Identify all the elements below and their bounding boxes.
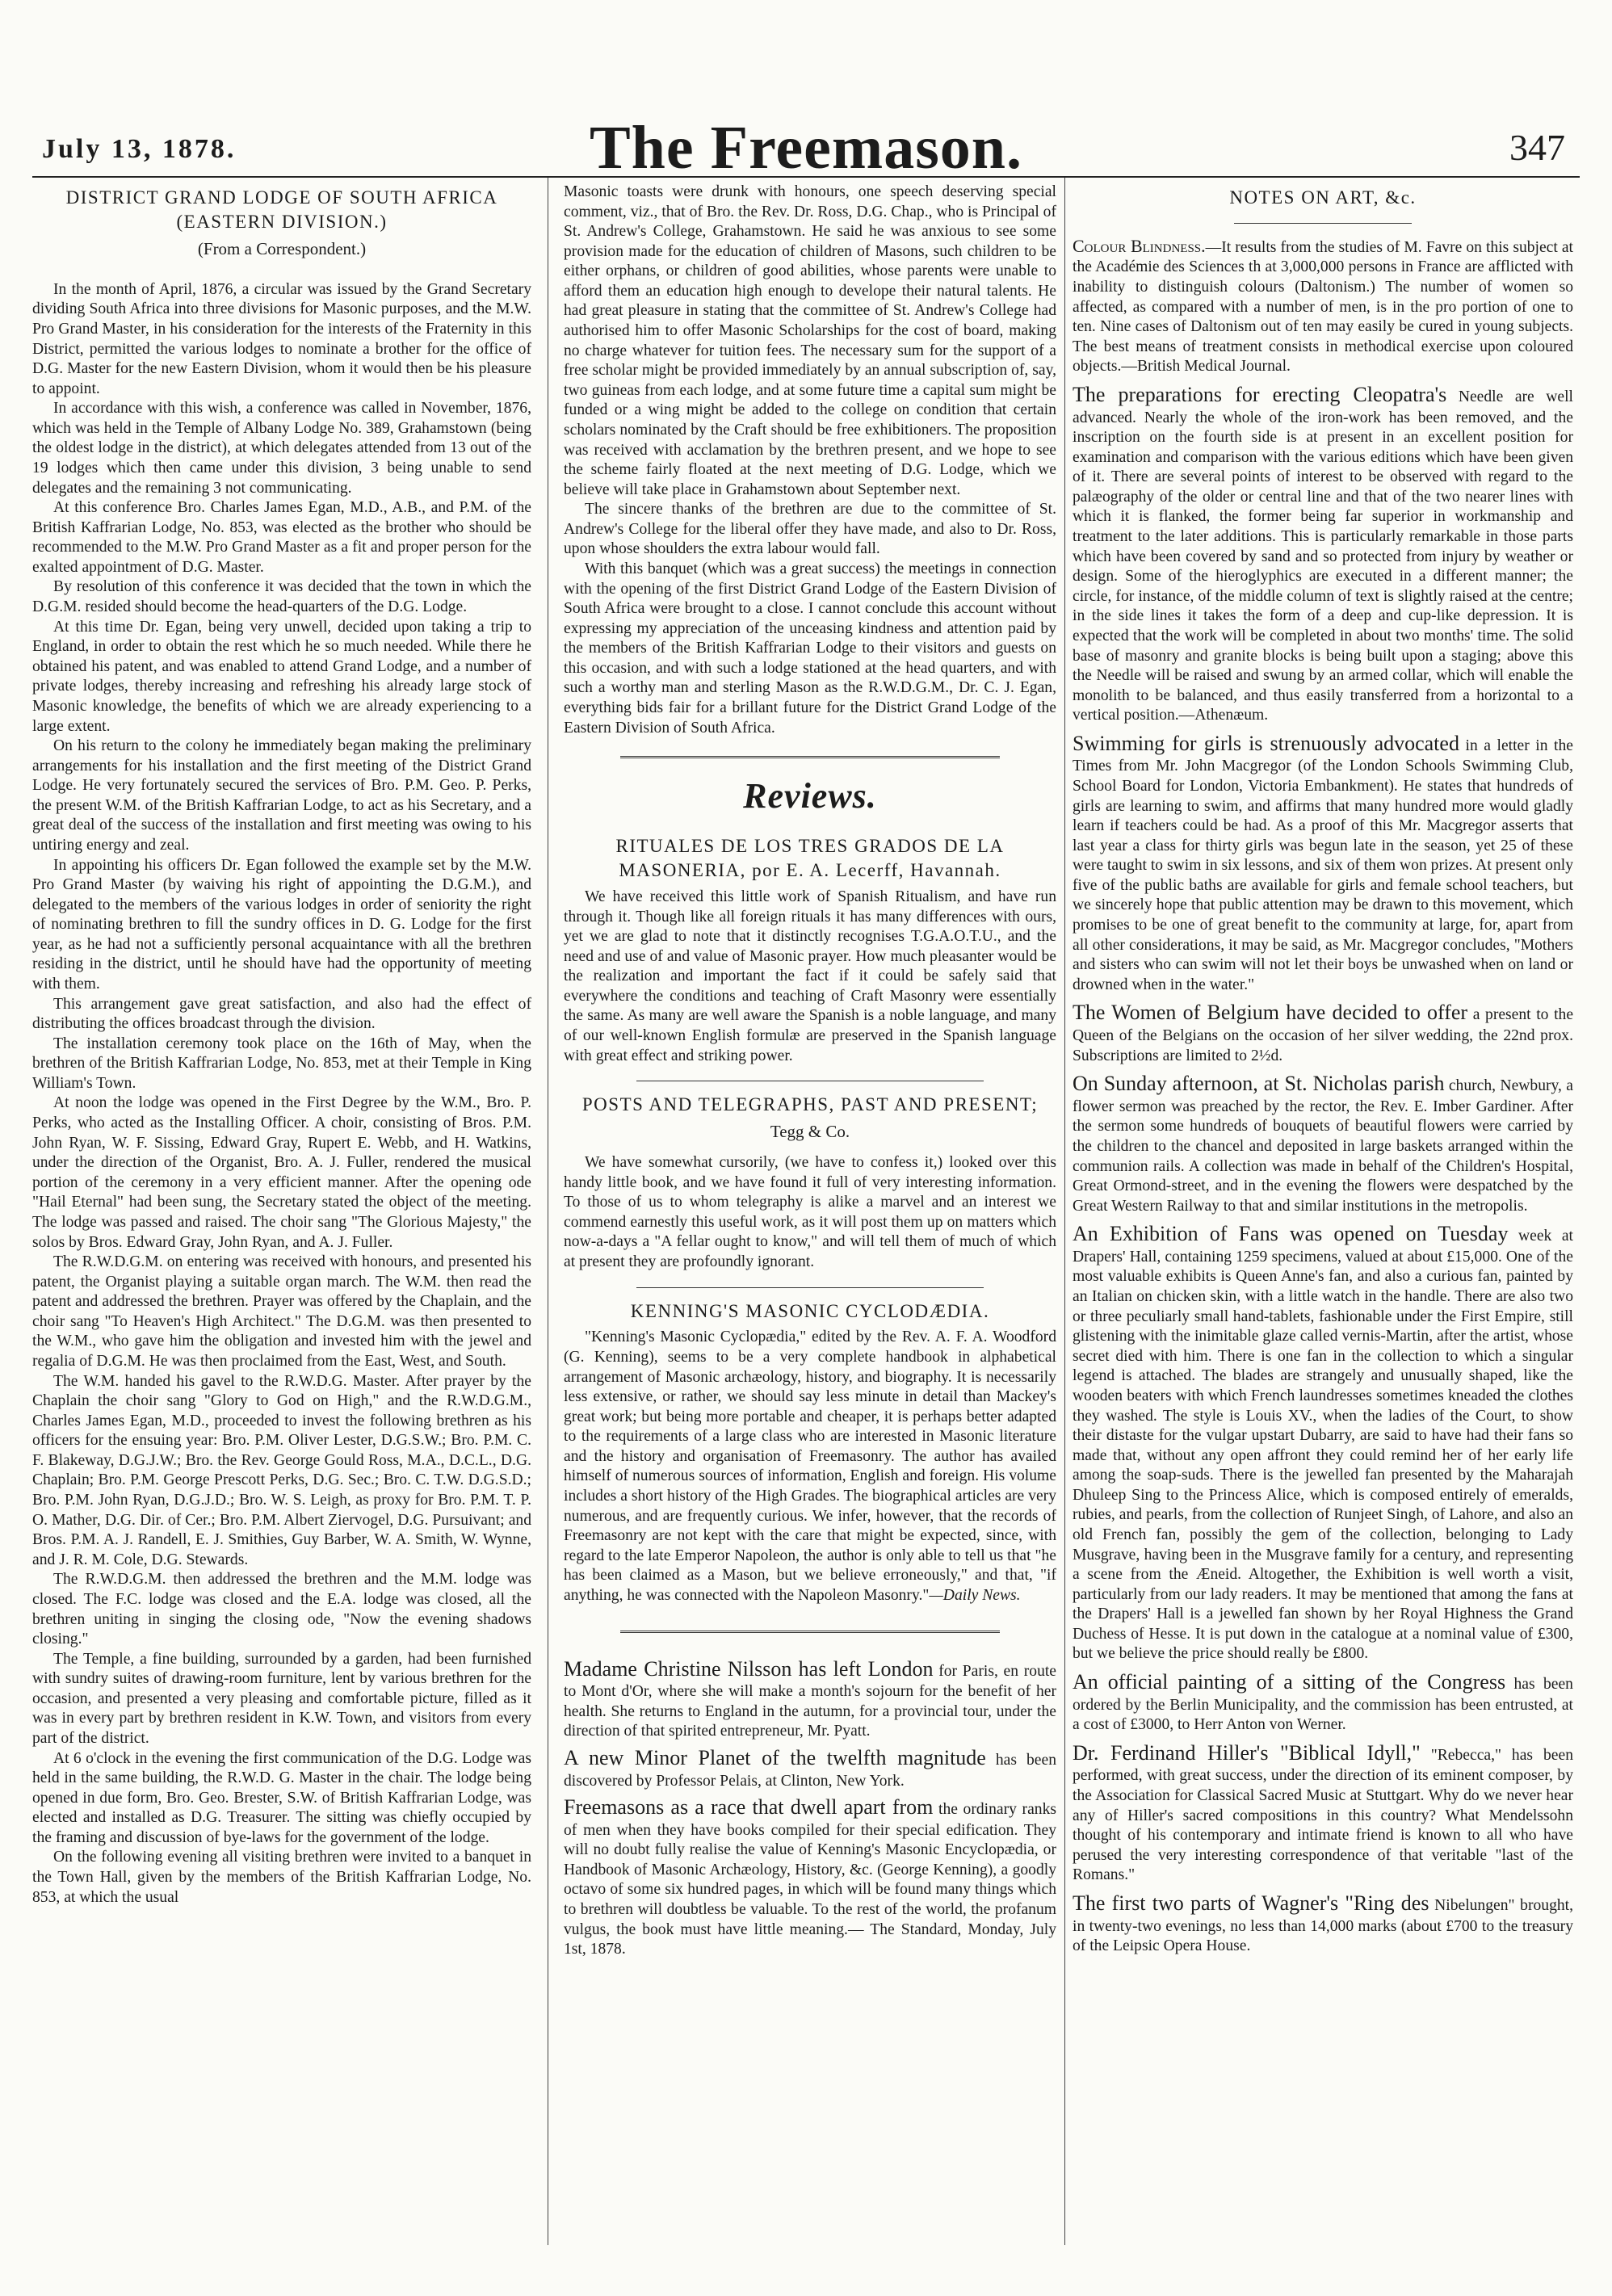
note-text: week at Drapers' Hall, containing 1259 specimens, valued at about £15,000. One of the most valuable exhibits is Queen Anne's fan, and also a curious fan, painted by an Italian on chicken skin, with a little watch in the handle. There are also two or three peculiarly small hand-tablets, fashionable under the First Empire, still glistening with the inimitable glaze called vernis-Martin, after the artist, whose secret died with him. There is one fan in the collection to which a singular legend is attached. The blades are strangely and unusually shaped, like the wooden beaters with which French laundresses sometimes kneaded the clothes they washed. The style is Louis XV., when the ladies of the Court, to show their distaste for the vulgar upstart Dubarry, are said to have had their fans so made that, without any open affront they could remind her of her early life among the soap-suds. There is the jewelled fan presented by the Maharajah Dhuleep Sing to the Princess Alice, which is composed entirely of emeralds, rubies, and pearls, from the collection of Runjeet Singh, of Lahore, and also an old French fan, possibly the gem of the collection, belonging to Lady Musgrave, having been in the Musgrave family for a century, and representing a scene from the Æneid. Altogether, the Exhibition is well worth a visit, particularly from our lady readers. It may be mentioned that among the fans at the Drapers' Hall is a jewelled fan shown by her Royal Highness the Grand Duchess of Hesse. It is put down in the catalogue at a nominal value of £300, but we believe the price should really be £800. [1073, 1228, 1573, 1663]
column-1 [32, 183, 531, 2234]
paragraph: The Temple, a fine building, surrounded by a garden, had been furnished with sundry suites of drawing-room furniture, lent by various brethren for the occasion, and presented a very pleasing and comfortable picture, filled as it was in every part by brethren resident in K.W. Town, and visitors from every part of the district. [32, 1650, 531, 1747]
review-text [564, 1328, 1056, 1606]
note-text: has been ordered by the Berlin Municipality, and the commission has been entrusted, at a cost of £3000, to Herr Anton von Werner. [1073, 1676, 1573, 1734]
note-paragraph [1073, 731, 1573, 996]
column-2 [564, 183, 1056, 2234]
note-lead: An official painting of a sitting of the Congress [1073, 1670, 1506, 1694]
paragraph: At this time Dr. Egan, being very unwell, decided upon taking a trip to England, in order to obtain the rest which he so much needed. While there he obtained his patent, and was enabled to attend Grand Lodge, and a number of private lodges, thereby increasing and refreshing his already large stock of Masonic knowledge, the benefits of which we are already experiencing to a large extent. [32, 618, 531, 735]
note-text: has been discovered by Professor Pelais, at Clinton, New York. [564, 1751, 1056, 1790]
note-lead: A new Minor Planet of the twelfth magnitude [564, 1745, 986, 1769]
paragraph: By resolution of this conference it was decided that the town in which the D.G.M. resided should become the head-quarters of the D.G. Lodge. [32, 578, 531, 616]
note-text: Nibelungen" brought, in twenty-two evenings, no less than 14,000 marks (about £700 to the treasury of the Leipsic Opera House. [1073, 1896, 1573, 1955]
note-paragraph [1073, 1891, 1573, 1957]
note-paragraph [564, 1745, 1056, 1791]
paragraph: On his return to the colony he immediately began making the preliminary arrangements for his installation and the first meeting of the District Grand Lodge. He very fortunately secured the services of Bro. P.M. Geo. P. Perks, the present W.M. of the British Kaffrarian Lodge, to act as his Secretary, and a great deal of the success of the installation and first meeting was owing to his untiring energy and zeal. [32, 737, 531, 854]
paragraph: Masonic toasts were drunk with honours, one speech deserving special comment, viz., that of Bro. the Rev. Dr. Ross, D.G. Chap., who is Principal of St. Andrew's College, Grahamstown. He said he was anxious to see some provision made for the education of children of Masons, such children to be either orphans, or children of good abilities, whose parents were unable to afford them an education high enough to develope their natural talents. He had great pleasure in stating that the committee of St. Andrew's College had authorised him to offer Masonic Scholarships for the cost of board, making no charge whatever for tuition fees. The necessary sum for the support of a free scholar might be provided immediately by an annual subscription of, say, two guineas from each lodge, and at some future time a capital sum might be funded or a wing might be added to the college on condition that certain scholars nominated by the Craft should be free exhibitioners. The proposition was received with acclamation by the brethren present, and we hope to see the scheme fairly floated at the next meeting of D.G. Lodge, which we believe will take place in Grahamstown about September next. [564, 183, 1056, 498]
separator [1234, 223, 1412, 224]
review-heading: POSTS AND TELEGRAPHS, PAST AND PRESENT; [581, 1094, 1039, 1115]
paragraph: The W.M. handed his gavel to the R.W.D.G. Master. After prayer by the Chaplain the choir sang "Glory to God on High," and the R.W.D.G.M., Charles James Egan, M.D., proceeded to invest the following brethren as his officers for the ensuing year: Bro. P.M. Oliver Lester, D.G.S.W.; Bro. P.M. C. F. Blakeway, D.G.J.W.; Bro. the Rev. George Gould Ross, M.A., D.C.L., D.G. Chaplain; Bro. P.M. George Prescott Perks, D.G. Sec.; Bro. C. T.W. D.G.S.D.; Bro. P.M. John Ryan, D.G.J.D.; Bro. W. S. Leigh, as proxy for Bro. P.M. T. P. O. Mather, D.G. Dir. of Cer.; Bro. P.M. Albert Ziervogel, D.G. Pursuivant; and Bros. P.M. A. J. Randell, E. J. Smithies, Guy Barber, W. A. Smith, W. Wynne, and J. R. M. Cole, D.G. Stewards. [32, 1372, 531, 1568]
note-lead: An Exhibition of Fans was opened on Tuesday [1073, 1222, 1509, 1246]
issue-date: July 13, 1878. [42, 134, 237, 164]
note-paragraph [564, 1656, 1056, 1742]
note-text: —It results from the studies of M. Favre on this subject at the Académie des Sciences th at 3,000,000 persons in France are afflicted with inability to distinguish colours (Daltonism.) The number of women so affected, as compared with a number of men, is in the pro portion of one to ten. Nine cases of Daltonism out of ten may easily be cured in young subjects. The best means of treatment consists in methodical exercise upon coloured objects.—British Medical Journal. [1073, 238, 1573, 376]
paragraph: At noon the lodge was opened in the First Degree by the W.M., Bro. P. Perks, who acted as the Installing Officer. A choir, consisting of Bros. P.M. John Ryan, W. F. Sissing, Edward Gray, Rupert E. Webb, and H. Watkins, under the direction of the Organist, Bro. A. J. Fuller, rendered the musical portion of the ceremony in a very efficient manner. After the opening ode "Hail Eternal" had been sung, the Secretary stated the object of the meeting. The lodge was passed and raised. The choir sang "The Glorious Majesty," the solos by Bros. Edward Gray, John Ryan, and A. J. Fuller. [32, 1094, 531, 1251]
note-lead: The Women of Belgium have decided to offer [1073, 1001, 1468, 1025]
separator [636, 1287, 984, 1288]
review-text: We have received this little work of Spanish Ritualism, and have run through it. Though like all foreign rituals it has many differences with ours, yet we are glad to note that it distinctly recognises T.G.A.O.T.U., and the need and use of and value of Masonic prayer. How much pleasanter would be the realization and important the fact if it could be safely said that everywhere the conditions and teaching of Craft Masonry were essentially the same. As many are well aware the Spanish is a noble language, and many of our well-known English formulæ are preserved in the Spanish language with great effect and striking power. [564, 888, 1056, 1064]
section-separator [620, 1631, 1000, 1635]
page-number: 347 [1509, 127, 1565, 168]
paragraph: The installation ceremony took place on the 16th of May, when the brethren of the British Kaffrarian Lodge, No. 853, met at their Temple in King William's Town. [32, 1035, 531, 1092]
paragraph: In accordance with this wish, a conference was called in November, 1876, which was held in the Temple of Albany Lodge No. 389, Grahamstown (being the oldest lodge in the district), at which delegates attended from 13 out of the 19 lodges which then came under this division, 3 being unable to send delegates and the remaining 3 not communicating. [32, 400, 531, 497]
note-lead: Colour Blindness. [1073, 235, 1206, 256]
paragraph: The R.W.D.G.M. on entering was received with honours, and presented his patent, the Organist playing a suitable organ march. The W.M. then read the patent and addressed the brethren. Prayer was offered by the Chaplain, and the choir sang "To Heaven's High Architect." The D.G.M. was then presented to the W.M., who gave him the obligation and invested him with the jewel and regalia of D.G.M. He was then proclaimed from the East, West, and South. [32, 1253, 531, 1370]
note-lead: Swimming for girls is strenuously advocated [1073, 731, 1459, 755]
note-lead: On Sunday afternoon, at St. Nicholas parish [1073, 1072, 1445, 1096]
note-lead: The first two parts of Wagner's "Ring des [1073, 1891, 1429, 1915]
section-heading: NOTES ON ART, &c. [1229, 187, 1417, 208]
note-paragraph [564, 1794, 1056, 1960]
note-text: church, Newbury, a flower sermon was preached by the rector, the Rev. E. Imber Gardiner. After the sermon some hundreds of bouquets of beautiful flowers were carried by the children to the chancel and deposited in large baskets arranged within the communion rails. A collection was made in behalf of the Children's Hospital, Great Ormond-street, and in the evening the flowers were despatched by the Great Western Railway to that and similar institutions in the metropolis. [1073, 1077, 1573, 1215]
note-paragraph [1073, 235, 1573, 377]
note-paragraph [1073, 1000, 1573, 1066]
header-rule [32, 176, 1580, 178]
paragraph: The sincere thanks of the brethren are due to the committee of St. Andrew's College for the liberal offer they have made, and also to Dr. Ross, upon whose shoulders the extra labour would fall. [564, 501, 1056, 558]
note-paragraph [1073, 382, 1573, 726]
paragraph: With this banquet (which was a great success) the meetings in connection with the opening of the first District Grand Lodge of the Eastern Division of South Africa were brought to a close. I cannot conclude this account without expressing my appreciation of the unceasing kindness and attention paid by the members of the British Kaffrarian Lodge to their visitors and guests on this occasion, and with such a lodge stationed at the head quarters, and with such a worthy man and sterling Mason as the R.W.D.G.M., Dr. C. J. Egan, everything bids fair for a brillant future for the District Grand Lodge of the Eastern Division of South Africa. [564, 560, 1056, 737]
paragraph: In the month of April, 1876, a circular was issued by the Grand Secretary dividing South Africa into three divisions for Masonic purposes, and the M.W. Pro Grand Master, in his consideration for the interests of the Fraternity in this District, permitted the various lodges to nominate a brother for the office of D.G. Master for the new Eastern Division, whom it would then be his pleasure to appoint. [32, 280, 531, 397]
note-text: for Paris, en route to Mont d'Or, where she will make a month's sojourn for the benefit of her health. She returns to England in the autumn, for a provincial tour, under the direction of that spirited entrepreneur, Mr. Pyatt. [564, 1662, 1056, 1740]
masthead-title: The Freemason. [589, 114, 1023, 182]
review-heading: KENNING'S MASONIC CYCLODÆDIA. [630, 1300, 990, 1321]
review-publisher: Tegg & Co. [770, 1122, 850, 1142]
note-lead: Dr. Ferdinand Hiller's "Biblical Idyll," [1073, 1740, 1421, 1765]
note-lead: The preparations for erecting Cleopatra's [1073, 382, 1447, 406]
paragraph: At 6 o'clock in the evening the first communication of the D.G. Lodge was held in the same building, the R.W.D. G. Master in the chair. The lodge being opened in due form, Bro. Geo. Brester, S.W. of British Kaffrarian Lodge, was elected and installed as D.G. Treasurer. The sitting was chiefly occupied by the framing and discussion of bye-laws for the government of the lodge. [32, 1749, 531, 1846]
note-paragraph [1073, 1740, 1573, 1886]
paragraph: On the following evening all visiting brethren were invited to a banquet in the Town Hall, given by the members of the British Kaffrarian Lodge, No. 853, at which the usual [32, 1849, 531, 1906]
note-text: "Rebecca," has been performed, with great success, under the direction of its eminent composer, by the Association for Classical Sacred Music at Stuttgart. Why do we never hear any of Hiller's sacred compositions in this country? What Mendelssohn thought of his contemporary and intimate friend is known to all who have perused the very interesting correspondence of that veritable "last of the Romans." [1073, 1746, 1573, 1884]
article-subheading: (From a Correspondent.) [197, 238, 367, 258]
section-separator [620, 756, 1000, 761]
note-text: a present to the Queen of the Belgians on the occasion of her silver wedding, the 22nd prox. Subscriptions are limited to 2½d. [1073, 1006, 1573, 1064]
note-lead: Freemasons as a race that dwell apart from [564, 1795, 934, 1820]
page-header [0, 0, 1612, 182]
note-lead: Madame Christine Nilsson has left London [564, 1656, 934, 1681]
note-text: the ordinary ranks of men when they have books compiled for their special edification. They will no doubt fully realise the value of Kenning's Masonic Encyclopædia, or Handbook of Masonic Archæology, History, &c. (George Kenning), a goodly octavo of some six hundred pages, in which will be found many things which to brethren will doubtless be valuable. To the rest of the world, the profanum vulgus, the book must have little meaning.— The Standard, Monday, July 1st, 1878. [564, 1801, 1056, 1958]
note-paragraph [1073, 1669, 1573, 1736]
paragraph: The R.W.D.G.M. then addressed the brethren and the M.M. lodge was closed. The F.C. lodge was closed and the E.A. lodge was closed, all the brethren uniting in singing the closing ode, "Now the evening shadows closing." [32, 1571, 531, 1648]
review-text: We have somewhat cursorily, (we have to confess it,) looked over this handy little book, and we have found it full of very interesting information. To those of us to whom telegraphy is alike a marvel and an interest we commend earnestly this useful work, as it will post them up on matters which now-a-days a "A fellar ought to know," and will tell them of much of which at present they are profoundly ignorant. [564, 1154, 1056, 1270]
review-heading: RITUALES DE LOS TRES GRADOS DE LA MASONERIA, por E. A. Lecerff, Havannah. [615, 836, 1005, 881]
note-paragraph [1073, 1221, 1573, 1664]
review-body: "Kenning's Masonic Cyclopædia," edited by the Rev. A. F. A. Woodford (G. Kenning), seems to be a very complete handbook in alphabetical arrangement of Masonic archæology, history, and biography. It is necessarily less extensive, or rather, we should say less minute in detail than Mackey's great work; but being more portable and cheaper, it is perhaps better adapted to the requirements of a large class who are interested in Masonic literature and the history and organisation of Freemasonry. The author has availed himself of numerous sources of information, English and foreign. His volume includes a short history of the High Grades. The biographical articles are very numerous, and are frequently curious. We infer, however, that the records of Freemasonry are not kept with the care that might be expected, since, with regard to the late Emperor Napoleon, the author is only able to tell us that "he has been claimed as a Mason, but we believe erroneously," and that, "if anything, he was connected with the Napoleon Masonry." [564, 1328, 1056, 1604]
column-3 [1073, 183, 1573, 2234]
paragraph: At this conference Bro. Charles James Egan, M.D., A.B., and P.M. of the British Kaffrarian Lodge, No. 853, was elected as the brother who should be recommended to the M.W. Pro Grand Master as a fit and proper person for the exalted appointment of D.G. Master. [32, 499, 531, 576]
note-text: in a letter in the Times from Mr. John Macgregor (of the London Schools Swimming Club, School Board for London, Victoria Embankment). He states that hundreds of girls are learning to swim, and affirms that many hundred more would gladly learn if teachers could be had. As a proof of this Mr. Macgregor asserts that last year a class for thirty girls was begun late in the season, yet 25 of these were taught to swim in six lessons, and six of them won prizes. At present only five of the public baths are available for girls and female school teachers, but we sincerely hope that public attention may be drawn to this movement, which promises to be one of great benefit to the community at large, for, apart from all other considerations, it may be said, as Mr. Macgregor concludes, "Mothers and sisters who can swim will not let their boys be unwashed when on land or drowned when in the water." [1073, 737, 1573, 993]
note-text: Needle are well advanced. Nearly the whole of the iron-work has been removed, and the inscription on the fourth side is at present in an excellent position for examination and comparison with the various editions which have been given of it. There are several points of interest to be observed with regard to the palæography of the older or central line and that of the two nearer lines with which it is flanked, the former being far superior in workmanship and treatment to the later additions. This is particularly remarkable in those parts which have been covered by sand and so protected from injury by weather or design. Some of the hieroglyphics are executed in a different manner; the circle, for instance, of the middle column of text is slightly raised at the centre; in the side lines it takes the form of a deep and cup-like depression. It is expected that the work will be completed in about two months' time. The solid base of masonry and granite blocks is being built upon a staging; above this the Needle will be raised and swung by an armed collar, which will enable the monolith to be balanced, and thus easily transferred from a horizontal to a vertical position.—Athenæum. [1073, 388, 1573, 724]
review-source: —Daily News. [929, 1586, 1021, 1604]
article-heading: DISTRICT GRAND LODGE OF SOUTH AFRICA (EASTERN DIVISION.) [65, 187, 498, 232]
paragraph: This arrangement gave great satisfaction, and also had the effect of distributing the offices broadcast through the division. [32, 995, 531, 1033]
paragraph: In appointing his officers Dr. Egan followed the example set by the M.W. Pro Grand Master (by waiving his right of appointing the D.G.M.), and delegated to the members of the various lodges in order of seniority the right of nominating brethren to fill the sundry offices in D. G. Lodge for the first year, as he had not a sufficiently personal acquaintance with all the brethren residing in the district, until he should have had the opportunity of meeting with them. [32, 856, 531, 993]
reviews-heading: Reviews. [743, 776, 877, 816]
note-paragraph [1073, 1071, 1573, 1216]
column-divider [1064, 178, 1065, 2245]
